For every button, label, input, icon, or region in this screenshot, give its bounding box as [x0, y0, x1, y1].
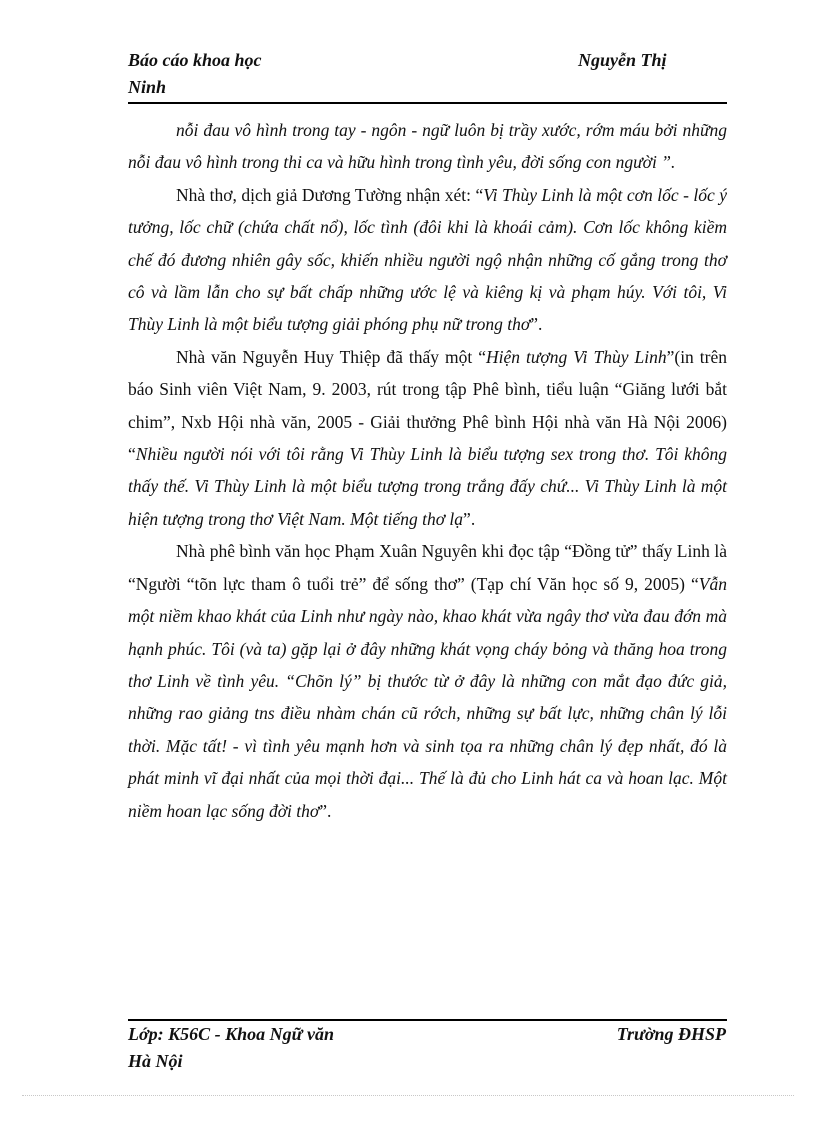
page-bottom-edge	[22, 1095, 794, 1096]
header-divider	[128, 102, 727, 104]
paragraph-2: Nhà thơ, dịch giả Dương Tường nhận xét: “Vi Thùy Linh là một cơn lốc - lốc ý tưởng, lốc chữ (chứa chất nổ), lốc tình (đôi khi là khoái cảm). Cơn lốc không kiềm chế đó đương nhiên gây sốc, khiến nhiều người ngộ nhận những cố gắng trong thơ cô và lầm lẫn cho sự bất chấp những ước lệ và kiêng kị và phạm húy. Với tôi, Vi Thùy Linh là một biểu tượng giải phóng phụ nữ trong thơ”.	[128, 184, 728, 335]
page-header	[128, 47, 726, 103]
footer-class-info: Lớp: K56C - Khoa Ngữ văn	[128, 1024, 334, 1044]
header-author-name-continued: Ninh	[128, 77, 167, 97]
body-text	[128, 114, 727, 827]
footer-city: Hà Nội	[128, 1051, 183, 1071]
paragraph-3: Nhà văn Nguyễn Huy Thiệp đã thấy một “Hiện tượng Vi Thùy Linh”(in trên báo Sinh viên Việt Nam, 9. 2003, rút trong tập Phê bình, tiểu luận “Giăng lưới bắt chim”, Nxb Hội nhà văn, 2005 - Giải thưởng Phê bình Hội nhà văn Hà Nội 2006) “Nhiều người nói với tôi rằng Vi Thùy Linh là biểu tượng sex trong thơ. Tôi không thấy thế. Vi Thùy Linh là một biểu tượng trong trắng đấy chứ... Vi Thùy Linh là một hiện tượng trong thơ Việt Nam. Một tiếng thơ lạ”.	[128, 346, 727, 529]
header-author-name: Nguyễn Thị	[578, 50, 667, 70]
footer-university: Trường ĐHSP	[616, 1024, 726, 1044]
quote-text: Vi Thùy Linh là một cơn lốc - lốc ý tưởng, lốc chữ (chứa chất nổ), lốc tình (đôi khi là khoái cảm). Cơn lốc không kiềm chế đó đương nhiên gây sốc, khiến nhiều người ngộ nhận những cố gắng trong thơ cô và lầm lẫn cho sự bất chấp những ước lệ và kiêng kị và phạm húy. Với tôi, Vi Thùy Linh là một biểu tượng giải phóng phụ nữ trong thơ	[128, 184, 728, 335]
paragraph-1	[128, 114, 727, 179]
quote-text: Nhiều người nói với tôi rằng Vi Thùy Linh là biểu tượng sex trong thơ. Tôi không thấy thế. Vi Thùy Linh là một biểu tượng trong trắng đấy chứ... Vi Thùy Linh là một hiện tượng trong thơ Việt Nam. Một tiếng thơ lạ	[128, 444, 727, 529]
quote-text: Hiện tượng Vi Thùy Linh	[486, 346, 667, 367]
paragraph-4: Nhà phê bình văn học Phạm Xuân Nguyên khi đọc tập “Đồng tử” thấy Linh là “Người “tõn lực tham ô tuổi trẻ” để sống thơ” (Tạp chí Văn học số 9, 2005) “Vẫn một niềm khao khát của Linh như ngày nào, khao khát vừa ngây thơ vừa đau đớn mà hạnh phúc. Tôi (và ta) gặp lại ở đây những khát vọng cháy bỏng và thăng hoa trong thơ Linh về tình yêu. “Chõn lý” bị thước từ ở đây là những con mắt đạo đức giả, những rao giảng tns điều nhàm chán cũ rớch, những sự bất lực, những chân lý lỗi thời. Mặc tất! - vì tình yêu mạnh hơn và sinh tọa ra những chân lý đẹp nhất, đó là phát minh vĩ đại nhất của mọi thời đại... Thế là đủ cho Linh hát ca và hoan lạc. Một niềm hoan lạc sống đời thơ”.	[128, 541, 727, 821]
page-footer	[128, 1021, 726, 1077]
quote-text: nỗi đau vô hình trong tay - ngôn - ngữ luôn bị trầy xước, rớm máu bởi những nỗi đau vô hình trong thi ca và hữu hình trong tình yêu, đời sống con người ”.	[128, 120, 727, 173]
quote-text: Vẫn một niềm khao khát của Linh như ngày nào, khao khát vừa ngây thơ vừa đau đớn mà hạnh phúc. Tôi (và ta) gặp lại ở đây những khát vọng cháy bỏng và thăng hoa trong thơ Linh về tình yêu. “Chõn lý” bị thước từ ở đây là những con mắt đạo đức giả, những rao giảng tns điều nhàm chán cũ rớch, những sự bất lực, những chân lý lỗi thời. Mặc tất! - vì tình yêu mạnh hơn và sinh tọa ra những chân lý đẹp nhất, đó là phát minh vĩ đại nhất của mọi thời đại... Thế là đủ cho Linh hát ca và hoan lạc. Một niềm hoan lạc sống đời thơ	[128, 573, 727, 821]
header-report-title: Báo cáo khoa học	[128, 50, 262, 70]
